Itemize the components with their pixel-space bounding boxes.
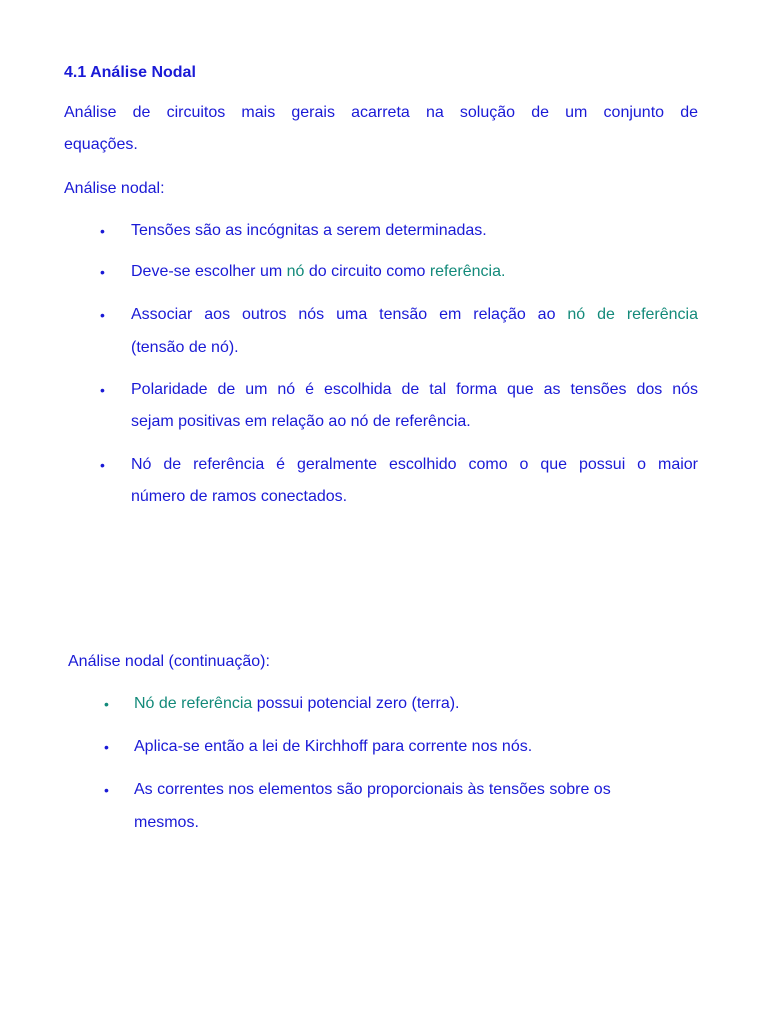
list-item-line-2: mesmos.	[134, 814, 199, 831]
list-item: Tensões são as incógnitas a serem determinadas.	[131, 222, 487, 239]
list-item-line-2: (tensão de nó).	[131, 339, 239, 356]
bullet-icon: •	[104, 696, 109, 712]
bullet-icon: •	[100, 382, 105, 398]
list-item: Aplica-se então a lei de Kirchhoff para corrente nos nós.	[134, 738, 533, 755]
list-item-line-2: sejam positivas em relação ao nó de referência.	[131, 413, 471, 430]
subheading-nodal: Análise nodal:	[64, 180, 165, 197]
bullet-icon: •	[100, 307, 105, 323]
text-span: Deve-se escolher um	[131, 263, 287, 280]
bullet-icon: •	[100, 457, 105, 473]
highlight-reference: referência.	[429, 263, 506, 280]
list-item: As correntes nos elementos são proporcionais às tensões sobre os	[134, 781, 611, 798]
list-item: Polaridade de um nó é escolhida de tal forma que as tensões dos nós	[131, 381, 698, 398]
bullet-icon: •	[100, 264, 105, 280]
highlight-reference-node: Nó de referência	[134, 695, 253, 712]
text-span: possui potencial zero (terra).	[252, 695, 460, 712]
bullet-icon: •	[104, 739, 109, 755]
intro-line-1: Análise de circuitos mais gerais acarreta na solução de um conjunto de	[64, 104, 698, 121]
list-item-line-2: número de ramos conectados.	[131, 488, 348, 505]
list-item	[131, 305, 698, 325]
bullet-icon: •	[104, 782, 109, 798]
highlight-reference-node: nó de referência	[567, 306, 698, 323]
list-item: Nó de referência é geralmente escolhido como o que possui o maior	[131, 456, 698, 473]
list-item	[131, 262, 505, 282]
highlight-node: nó	[286, 263, 305, 280]
list-item	[134, 694, 460, 714]
text-span: Associar aos outros nós uma tensão em relação ao	[131, 306, 568, 323]
section-heading: 4.1 Análise Nodal	[64, 64, 196, 81]
intro-line-2: equações.	[64, 136, 138, 153]
subheading-continuation: Análise nodal (continuação):	[68, 653, 270, 670]
bullet-icon: •	[100, 223, 105, 239]
text-span: do circuito como	[304, 263, 430, 280]
